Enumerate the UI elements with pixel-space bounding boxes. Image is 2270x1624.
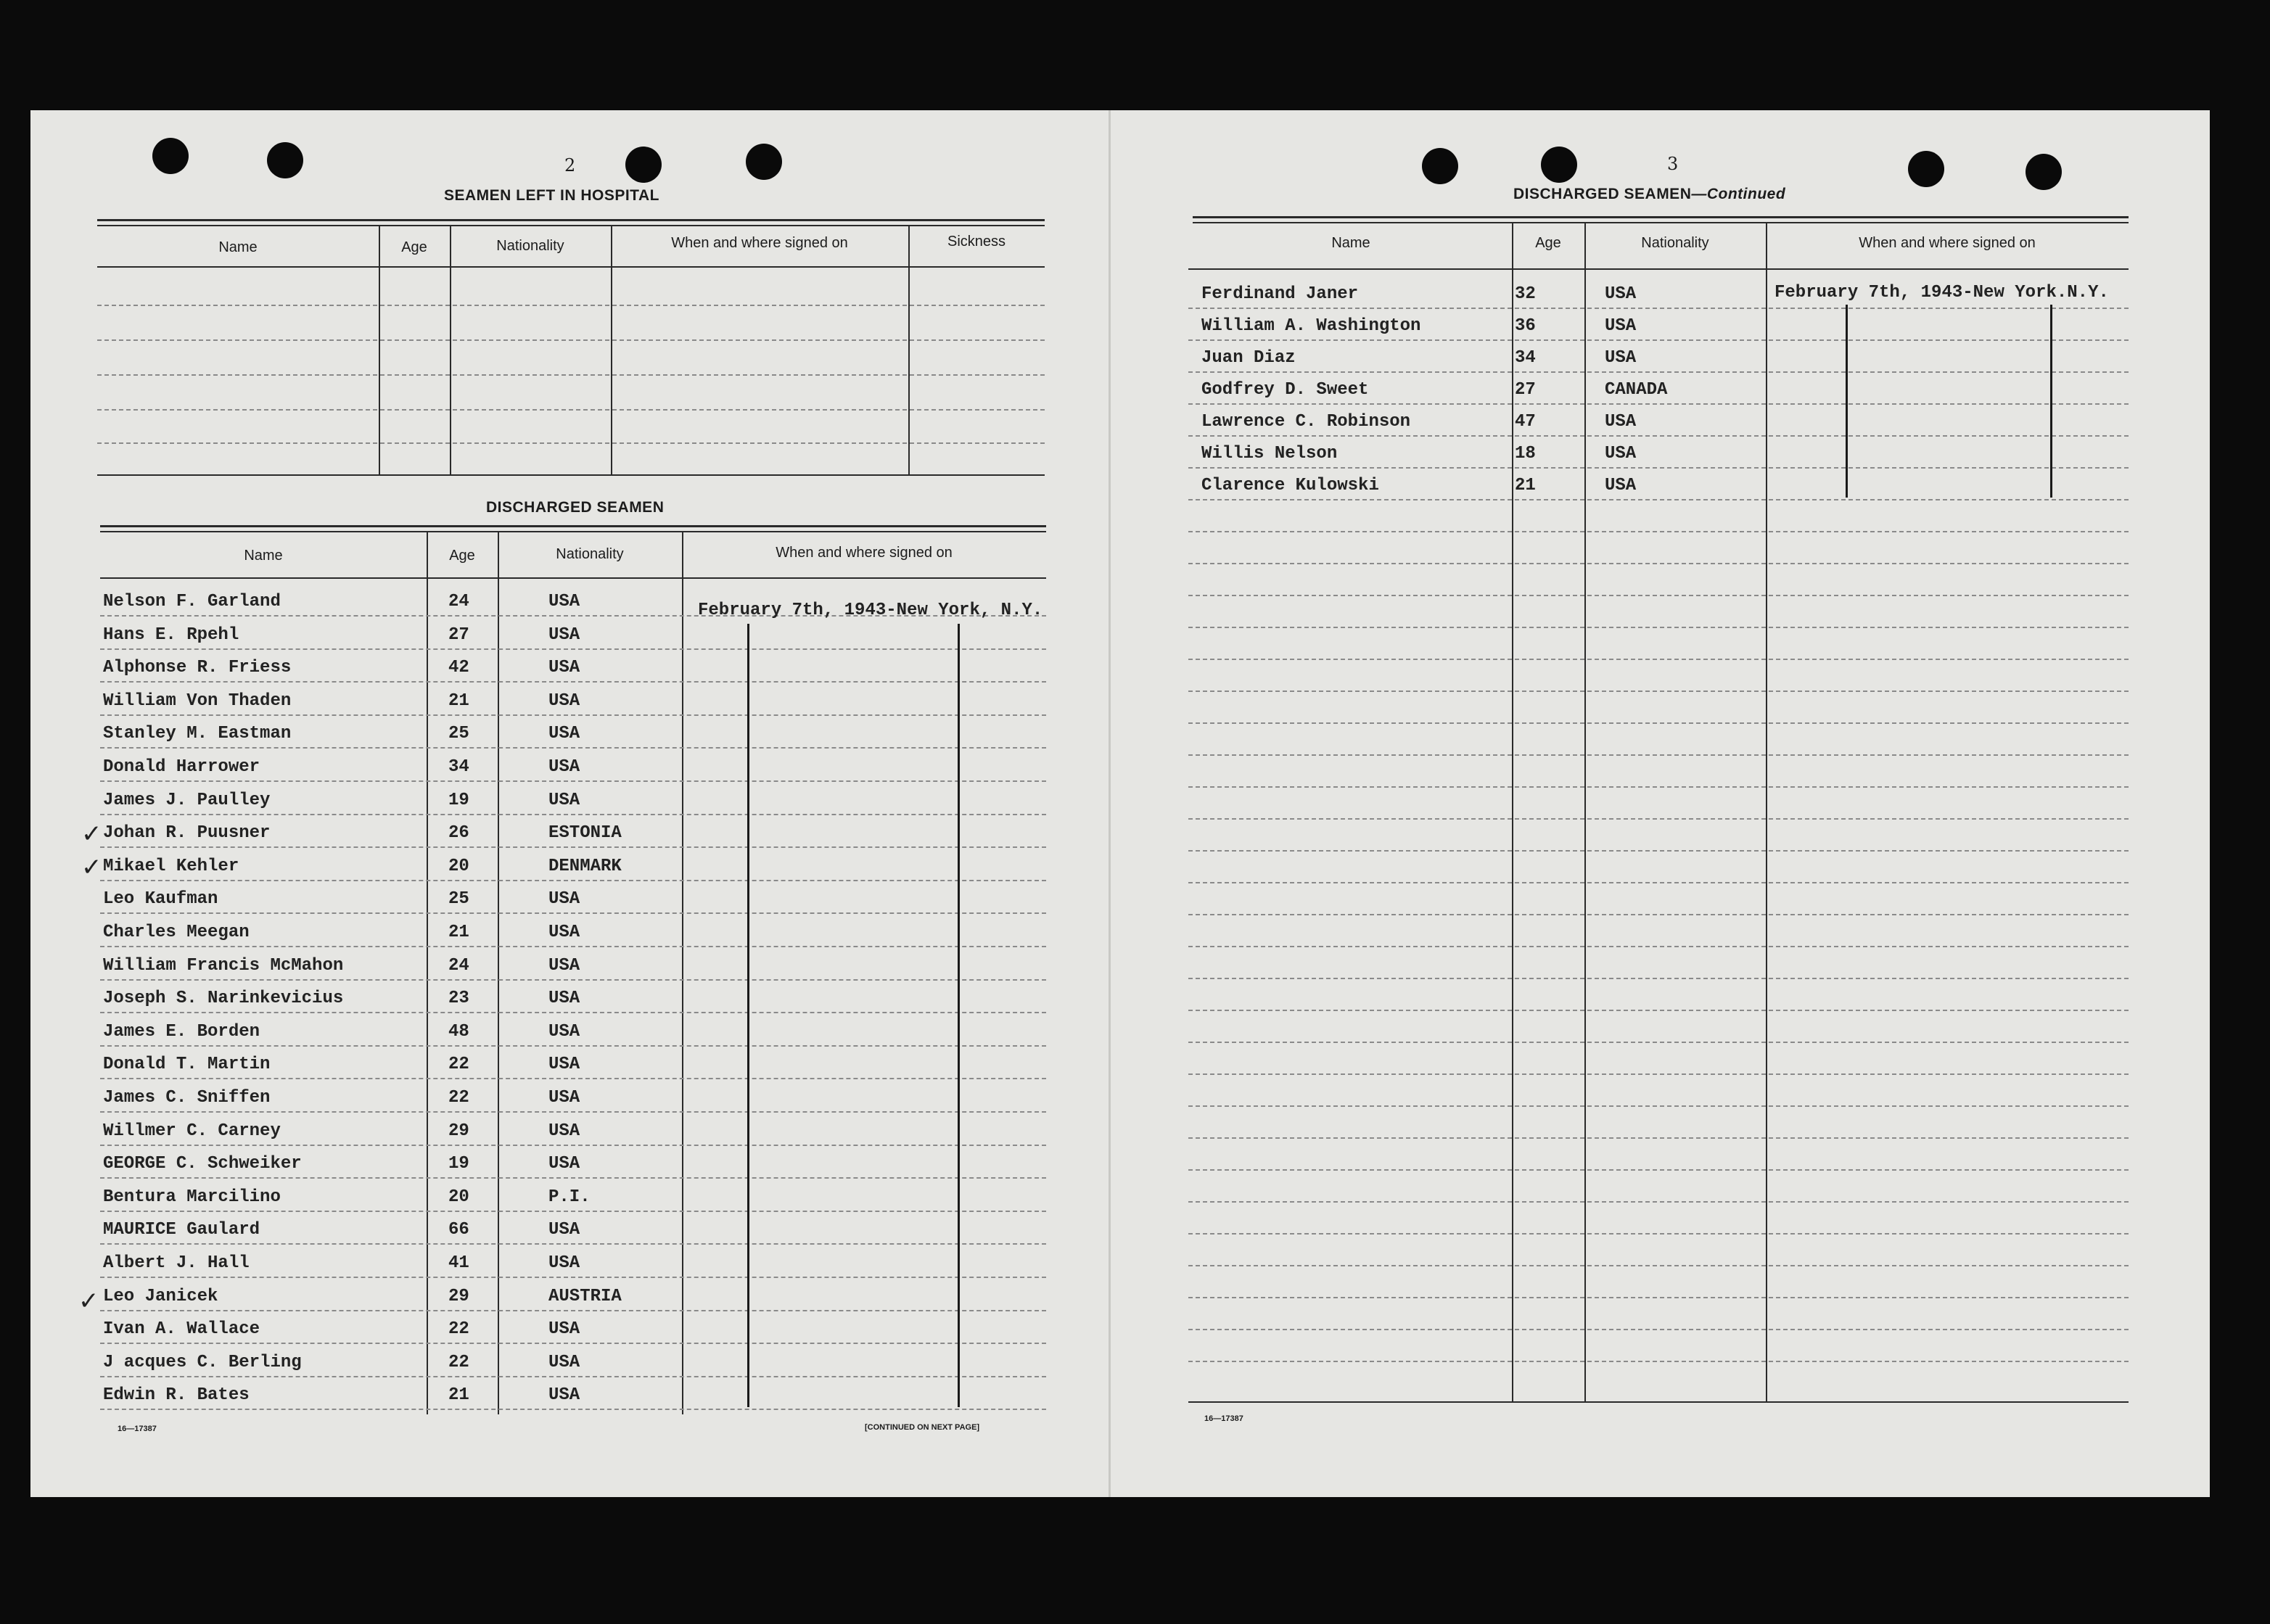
seaman-name: William Von Thaden (103, 691, 292, 711)
seaman-age: 19 (448, 1154, 469, 1174)
seaman-name: Leo Kaufman (103, 889, 218, 910)
seaman-age: 26 (448, 823, 469, 844)
hospital-col-age: Age (401, 239, 427, 255)
row-rule (100, 1145, 1046, 1146)
seaman-nationality: USA (548, 592, 580, 611)
seaman-age: 24 (448, 592, 469, 611)
right-col-signed-on: When and where signed on (1859, 235, 2036, 251)
row-rule (1188, 435, 2129, 437)
seaman-age: 21 (448, 691, 469, 711)
seaman-nationality: USA (548, 1352, 580, 1372)
seaman-nationality: CANADA (1605, 380, 1668, 400)
seaman-nationality: USA (548, 757, 580, 777)
seaman-nationality: USA (548, 1253, 580, 1273)
seaman-age: 32 (1515, 284, 1536, 304)
seaman-age: 48 (448, 1021, 469, 1042)
seaman-nationality: USA (548, 625, 580, 645)
seaman-nationality: USA (1605, 412, 1637, 432)
punch-hole (1422, 148, 1458, 184)
row-rule (100, 747, 1046, 749)
ditto-line (747, 624, 749, 1407)
seaman-name: James C. Sniffen (103, 1088, 271, 1108)
row-rule (100, 1343, 1046, 1344)
row-rule (1188, 1105, 2129, 1107)
signed-on-date-right: February 7th, 1943-New York.N.Y. (1775, 283, 2109, 302)
seaman-name: Alphonse R. Friess (103, 658, 292, 678)
row-rule (100, 681, 1046, 683)
seaman-nationality: USA (548, 889, 580, 910)
seaman-name: GEORGE C. Schweiker (103, 1154, 302, 1174)
seaman-age: 34 (1515, 348, 1536, 368)
row-rule (100, 946, 1046, 947)
seaman-age: 21 (448, 1385, 469, 1406)
row-rule (1188, 1297, 2129, 1298)
discharged-col-signed-on: When and where signed on (776, 545, 953, 561)
row-rule (1188, 627, 2129, 628)
row-rule (1188, 1201, 2129, 1203)
seaman-name: Ferdinand Janer (1201, 284, 1359, 304)
seaman-nationality: USA (1605, 348, 1637, 368)
seaman-nationality: DENMARK (548, 856, 622, 876)
hospital-col-name: Name (218, 239, 258, 255)
hospital-col-signed-on: When and where signed on (671, 235, 848, 251)
seaman-nationality: USA (548, 1319, 580, 1340)
seaman-name: Hans E. Rpehl (103, 625, 239, 645)
seaman-age: 25 (448, 724, 469, 744)
seaman-age: 29 (448, 1121, 469, 1141)
punch-hole (152, 138, 189, 174)
row-rule (100, 1243, 1046, 1245)
row-rule (100, 780, 1046, 782)
punch-hole (625, 147, 662, 183)
seaman-age: 42 (448, 658, 469, 678)
seaman-nationality: USA (1605, 444, 1637, 463)
row-rule (100, 1012, 1046, 1013)
row-rule (100, 1376, 1046, 1377)
row-rule (1188, 691, 2129, 692)
seaman-age: 27 (448, 625, 469, 645)
seaman-name: James J. Paulley (103, 790, 271, 810)
row-rule (100, 1409, 1046, 1410)
form-number-left: 16—17387 (118, 1425, 157, 1433)
row-rule (1188, 1042, 2129, 1043)
seaman-age: 20 (448, 856, 469, 876)
seaman-nationality: USA (1605, 316, 1637, 336)
seaman-nationality: AUSTRIA (548, 1286, 622, 1306)
seaman-age: 22 (448, 1055, 469, 1075)
seaman-name: Nelson F. Garland (103, 592, 281, 611)
row-rule (100, 1277, 1046, 1278)
row-rule (100, 880, 1046, 881)
row-rule (1188, 1329, 2129, 1330)
seaman-nationality: USA (548, 1021, 580, 1042)
row-rule (1188, 1233, 2129, 1235)
row-rule (100, 1177, 1046, 1179)
discharged-col-name: Name (244, 548, 283, 564)
seaman-name: Joseph S. Narinkevicius (103, 989, 344, 1009)
row-rule (1188, 850, 2129, 852)
row-rule (1188, 371, 2129, 373)
seaman-name: Juan Diaz (1201, 348, 1296, 368)
signed-on-date-left: February 7th, 1943-New York, N.Y. (698, 601, 1043, 620)
seaman-age: 19 (448, 790, 469, 810)
row-rule (100, 846, 1046, 848)
seaman-nationality: USA (548, 724, 580, 744)
seaman-nationality: USA (548, 923, 580, 942)
seaman-age: 41 (448, 1253, 469, 1273)
seaman-nationality: USA (548, 790, 580, 810)
seaman-age: 22 (448, 1088, 469, 1108)
row-rule (100, 1045, 1046, 1047)
discharged-col-age: Age (449, 548, 475, 564)
row-rule (100, 1211, 1046, 1212)
row-rule (1188, 786, 2129, 788)
row-rule (1188, 882, 2129, 883)
seaman-nationality: USA (548, 658, 580, 678)
seaman-name: Bentura Marcilino (103, 1187, 281, 1207)
check-mark: ✓ (81, 820, 102, 849)
seaman-nationality: USA (548, 1385, 580, 1406)
right-col-name: Name (1331, 235, 1370, 251)
seaman-nationality: USA (548, 989, 580, 1009)
discharged-col-nationality: Nationality (556, 546, 624, 562)
continued-note: [CONTINUED ON NEXT PAGE] (865, 1423, 980, 1432)
row-rule (1188, 754, 2129, 756)
discharged-continued-heading (1513, 186, 1785, 203)
row-rule (1188, 563, 2129, 564)
row-rule (1188, 499, 2129, 500)
form-number-right: 16—17387 (1204, 1414, 1243, 1423)
discharged-continued-main: DISCHARGED SEAMEN (1513, 186, 1692, 202)
seaman-age: 34 (448, 757, 469, 777)
row-rule (100, 814, 1046, 815)
seaman-nationality: USA (548, 955, 580, 976)
seaman-age: 18 (1515, 444, 1536, 463)
row-rule (100, 979, 1046, 981)
row-rule (1188, 1073, 2129, 1075)
row-rule (100, 1111, 1046, 1113)
row-rule (1188, 1010, 2129, 1011)
punch-hole (1908, 151, 1944, 187)
row-rule (1188, 914, 2129, 915)
document-sheet (30, 110, 2210, 1497)
seaman-age: 24 (448, 955, 469, 976)
row-rule (1188, 659, 2129, 660)
seaman-name: Lawrence C. Robinson (1201, 412, 1411, 432)
seaman-name: Donald Harrower (103, 757, 260, 777)
seaman-age: 66 (448, 1220, 469, 1240)
row-rule (1188, 1361, 2129, 1362)
row-rule (1188, 978, 2129, 979)
ditto-line (1846, 305, 1848, 498)
row-rule (100, 912, 1046, 914)
seaman-age: 21 (1515, 476, 1536, 495)
seaman-name: Donald T. Martin (103, 1055, 271, 1075)
continued-suffix: —Continued (1691, 186, 1786, 202)
seaman-nationality: USA (548, 1154, 580, 1174)
row-rule (1188, 1137, 2129, 1139)
seaman-name: Johan R. Puusner (103, 823, 271, 844)
hospital-col-sickness: Sickness (947, 234, 1006, 250)
punch-hole (2026, 154, 2062, 190)
row-rule (1188, 595, 2129, 596)
seaman-name: William A. Washington (1201, 316, 1421, 336)
seaman-name: Godfrey D. Sweet (1201, 380, 1369, 400)
seaman-nationality: ESTONIA (548, 823, 622, 844)
punch-hole (746, 144, 782, 180)
right-page-number: 3 (1667, 154, 1679, 174)
seaman-nationality: USA (548, 1220, 580, 1240)
seaman-age: 29 (448, 1286, 469, 1306)
seaman-age: 27 (1515, 380, 1536, 400)
row-rule (100, 1310, 1046, 1311)
seaman-nationality: USA (548, 1121, 580, 1141)
seaman-age: 25 (448, 889, 469, 910)
row-rule (100, 648, 1046, 650)
seaman-age: 20 (448, 1187, 469, 1207)
row-rule (100, 1078, 1046, 1079)
row-rule (1188, 339, 2129, 341)
seaman-nationality: P.I. (548, 1187, 591, 1207)
seaman-name: Willmer C. Carney (103, 1121, 281, 1141)
check-mark: ✓ (81, 853, 102, 882)
seaman-nationality: USA (548, 1088, 580, 1108)
center-fold (1109, 110, 1111, 1497)
punch-hole (1541, 147, 1577, 183)
seaman-name: Willis Nelson (1201, 444, 1338, 463)
seaman-age: 23 (448, 989, 469, 1009)
seaman-name: Leo Janicek (103, 1286, 218, 1306)
hospital-heading: SEAMEN LEFT IN HOSPITAL (444, 187, 659, 204)
check-mark: ✓ (78, 1287, 99, 1316)
row-rule (1188, 1169, 2129, 1171)
left-page-number: 2 (564, 155, 576, 176)
row-rule (1188, 531, 2129, 532)
seaman-name: William Francis McMahon (103, 955, 344, 976)
row-rule (1188, 308, 2129, 309)
seaman-name: Mikael Kehler (103, 856, 239, 876)
seaman-age: 21 (448, 923, 469, 942)
seaman-nationality: USA (548, 1055, 580, 1075)
seaman-name: J acques C. Berling (103, 1352, 302, 1372)
row-rule (1188, 467, 2129, 469)
row-rule (1188, 722, 2129, 724)
seaman-name: Charles Meegan (103, 923, 250, 942)
right-col-age: Age (1535, 235, 1561, 251)
row-rule (1188, 946, 2129, 947)
seaman-nationality: USA (548, 691, 580, 711)
ditto-line (958, 624, 960, 1407)
hospital-col-nationality: Nationality (496, 238, 564, 254)
row-rule (100, 714, 1046, 716)
punch-hole (267, 142, 303, 178)
row-rule (1188, 1265, 2129, 1266)
seaman-name: James E. Borden (103, 1021, 260, 1042)
seaman-nationality: USA (1605, 284, 1637, 304)
seaman-name: Stanley M. Eastman (103, 724, 292, 744)
seaman-age: 36 (1515, 316, 1536, 336)
seaman-name: Edwin R. Bates (103, 1385, 250, 1406)
row-rule (1188, 818, 2129, 820)
seaman-age: 47 (1515, 412, 1536, 432)
seaman-age: 22 (448, 1352, 469, 1372)
seaman-name: Albert J. Hall (103, 1253, 250, 1273)
discharged-heading: DISCHARGED SEAMEN (486, 499, 665, 516)
row-rule (1188, 403, 2129, 405)
seaman-name: Clarence Kulowski (1201, 476, 1379, 495)
seaman-age: 22 (448, 1319, 469, 1340)
seaman-nationality: USA (1605, 476, 1637, 495)
ditto-line (2050, 305, 2052, 498)
seaman-name: Ivan A. Wallace (103, 1319, 260, 1340)
seaman-name: MAURICE Gaulard (103, 1220, 260, 1240)
right-col-nationality: Nationality (1641, 235, 1709, 251)
